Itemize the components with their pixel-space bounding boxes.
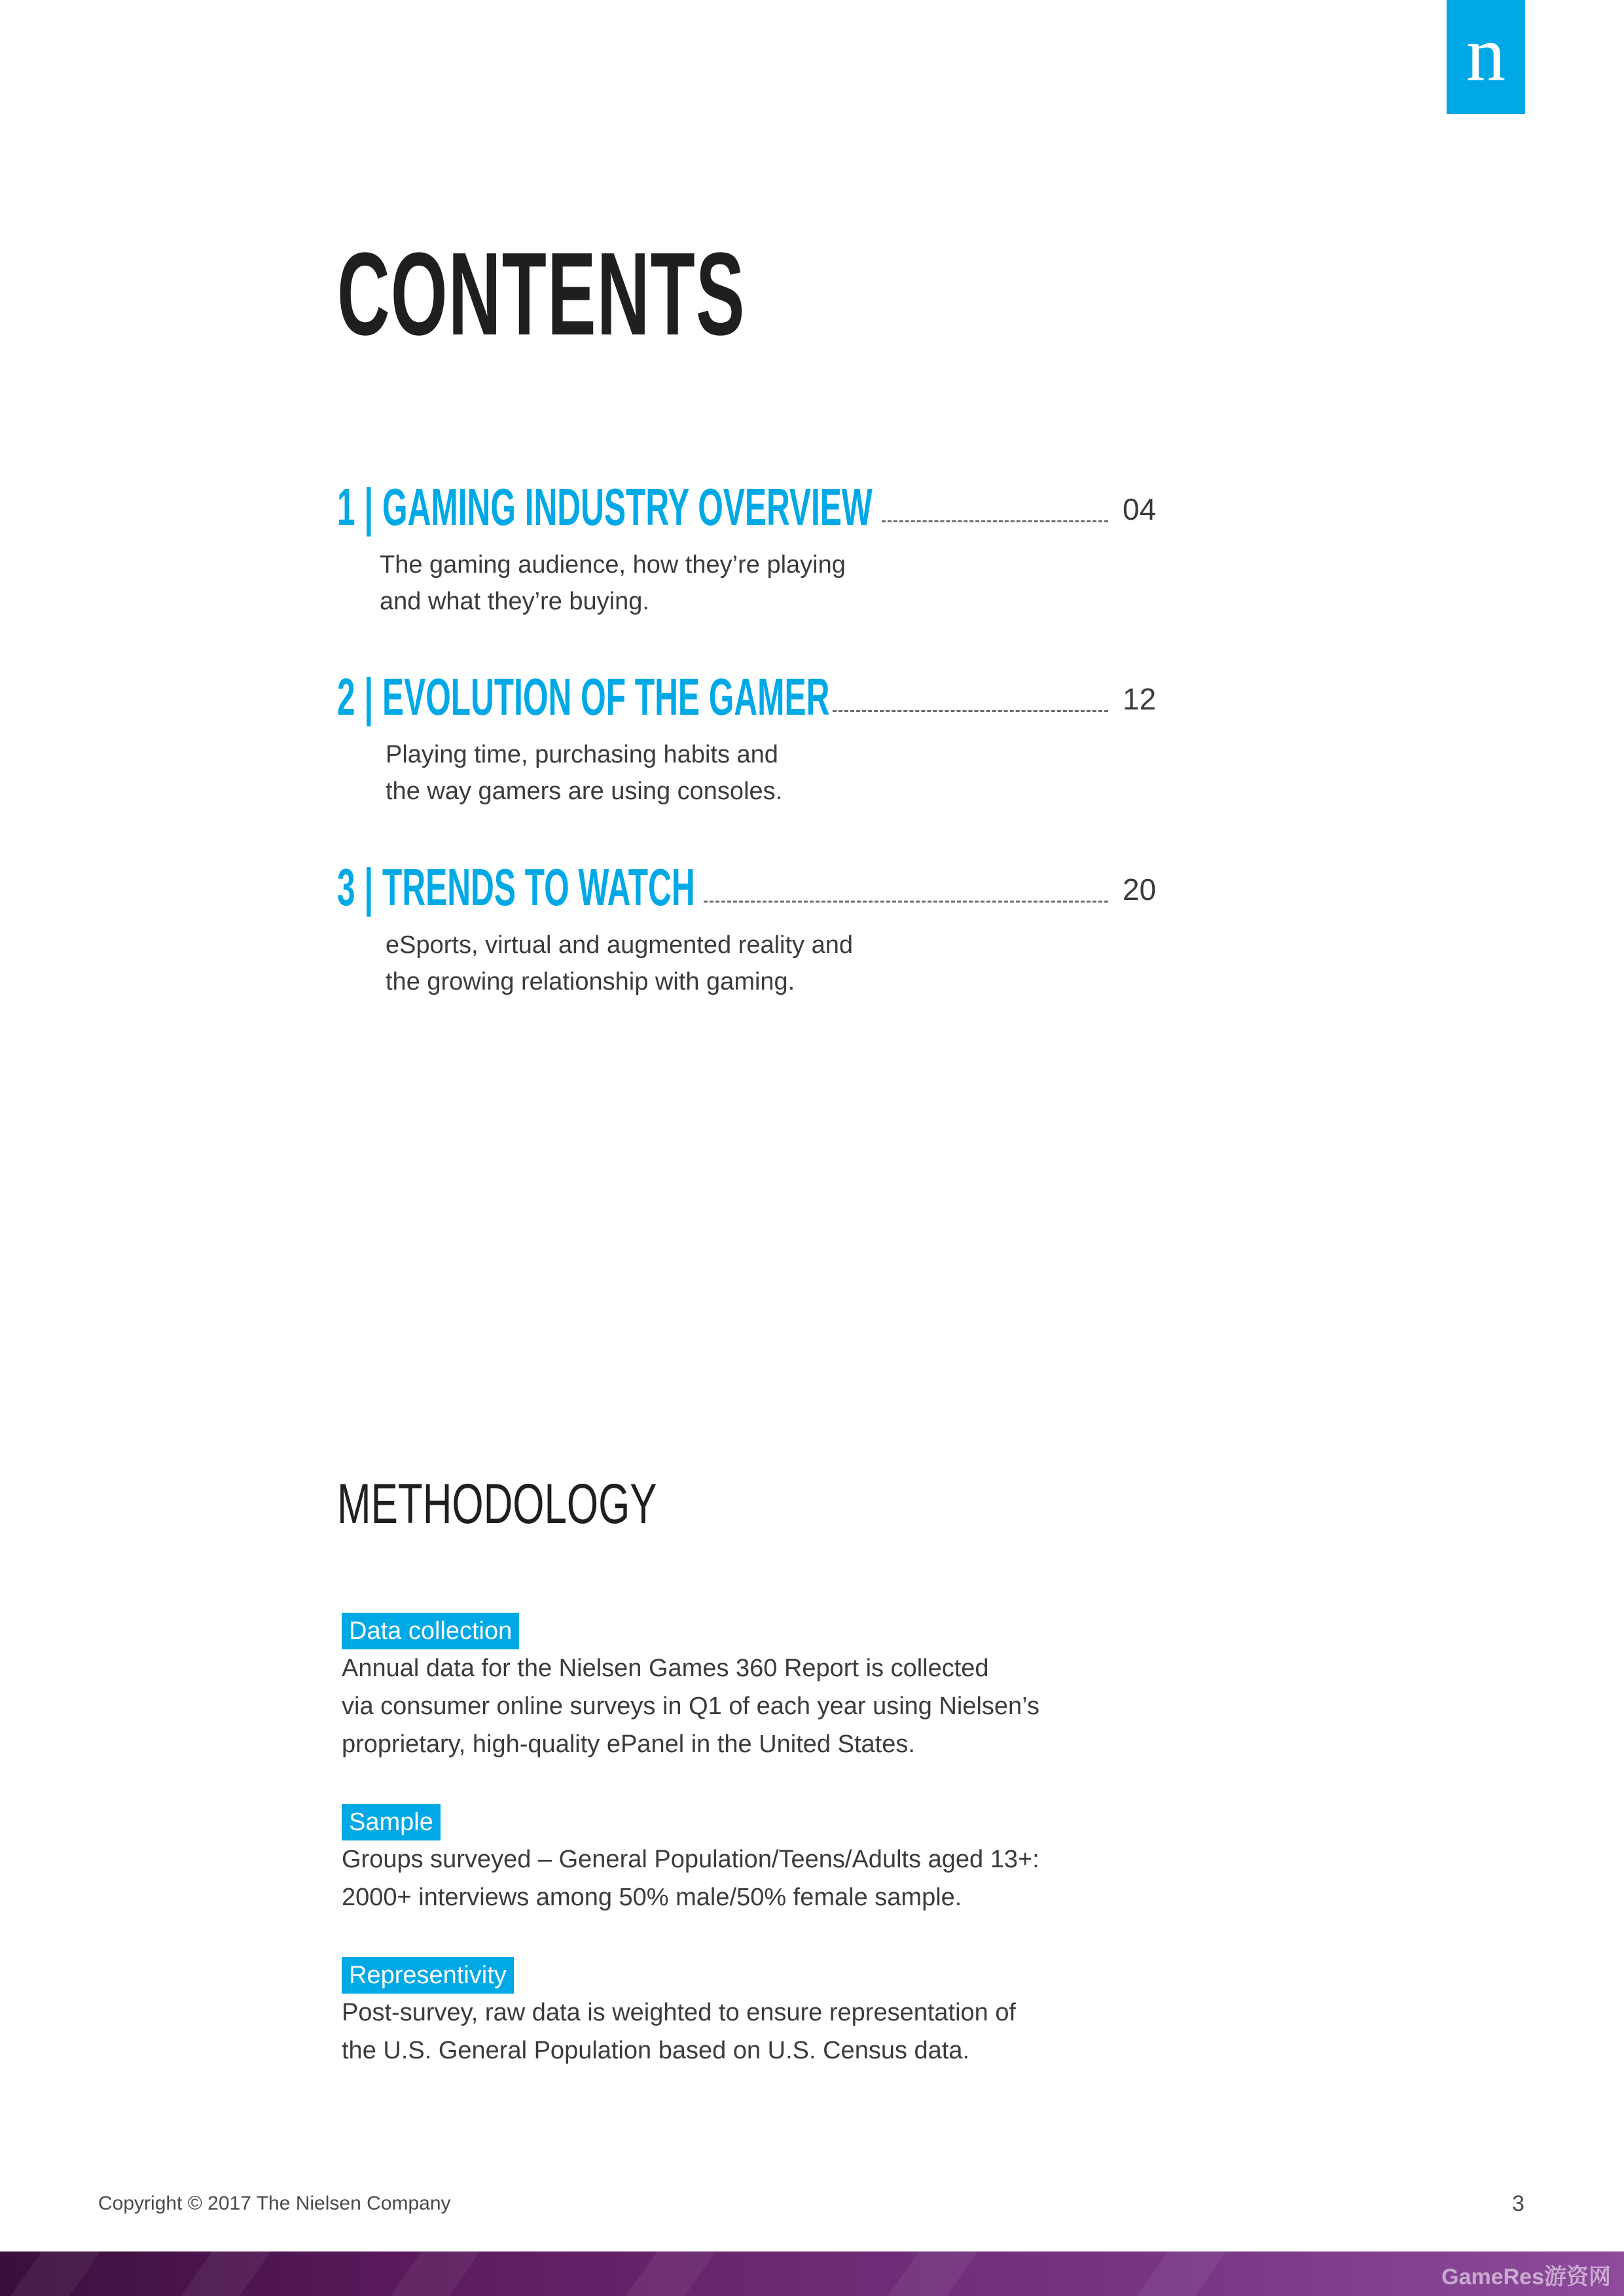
toc-heading[interactable]: 3 | TRENDS TO WATCH (337, 858, 695, 916)
methodology-title: METHODOLOGY (337, 1473, 657, 1535)
method-body-line: the U.S. General Population based on U.S. Census data. (342, 2037, 970, 2064)
toc-description-line: the growing relationship with gaming. (386, 968, 795, 996)
method-body-line: Groups surveyed – General Population/Teens/Adults aged 13+: (342, 1846, 1039, 1873)
toc-description (386, 927, 853, 1000)
method-label-badge: Data collection (342, 1613, 519, 1649)
method-label-badge: Sample (342, 1804, 441, 1840)
footer-copyright: Copyright © 2017 The Nielsen Company (98, 2193, 451, 2214)
toc-description (380, 547, 846, 620)
toc-page-number[interactable]: 20 (1123, 872, 1157, 906)
method-body-line: via consumer online surveys in Q1 of each year using Nielsen’s (342, 1693, 1039, 1720)
footer-page-number: 3 (1512, 2191, 1525, 2216)
method-body-line: 2000+ interviews among 50% male/50% female sample. (342, 1884, 962, 1911)
toc-page-number[interactable]: 12 (1123, 682, 1157, 716)
band-shard (888, 2251, 978, 2296)
method-body-text (342, 1649, 1127, 1763)
toc-leader-dots (833, 710, 1108, 712)
watermark-text: GameRes游资网 (1441, 2265, 1611, 2289)
toc-heading[interactable]: 1 | GAMING INDUSTRY OVERVIEW (337, 478, 873, 536)
method-body-text (342, 1994, 1127, 2070)
band-shard (1136, 2251, 1227, 2296)
band-shard (10, 2251, 101, 2296)
toc-page-number[interactable]: 04 (1123, 492, 1157, 526)
band-shard (390, 2251, 480, 2296)
toc-description (386, 736, 782, 810)
toc-description-line: the way gamers are using consoles. (386, 778, 783, 805)
toc-description-line: The gaming audience, how they’re playing (380, 551, 846, 579)
method-sample (342, 1804, 1127, 1916)
footer-decorative-band (0, 2251, 1624, 2296)
method-body-line: Post-survey, raw data is weighted to ensure representation of (342, 1999, 1017, 2026)
nielsen-logo (1447, 0, 1525, 114)
band-shard (626, 2251, 716, 2296)
toc-leader-dots (704, 901, 1108, 903)
toc-leader-dots (882, 520, 1108, 522)
method-body-line: proprietary, high-quality ePanel in the United States. (342, 1731, 915, 1758)
method-representivity (342, 1957, 1127, 2070)
toc-entry-1[interactable] (337, 478, 1162, 638)
band-shard (181, 2251, 271, 2296)
method-body-text (342, 1840, 1127, 1916)
toc-description-line: eSports, virtual and augmented reality and (386, 931, 853, 959)
toc-description-line: and what they’re buying. (380, 588, 649, 615)
page-title: CONTENTS (337, 228, 746, 360)
logo-letter: n (1466, 10, 1506, 97)
toc-entry-2[interactable] (337, 668, 1162, 828)
toc-heading[interactable]: 2 | EVOLUTION OF THE GAMER (337, 668, 830, 726)
toc-entry-3[interactable] (337, 858, 1162, 1018)
method-label-badge: Representivity (342, 1957, 514, 1994)
toc-description-line: Playing time, purchasing habits and (386, 741, 778, 768)
method-data-collection (342, 1613, 1127, 1763)
method-body-line: Annual data for the Nielsen Games 360 Report is collected (342, 1655, 989, 1682)
